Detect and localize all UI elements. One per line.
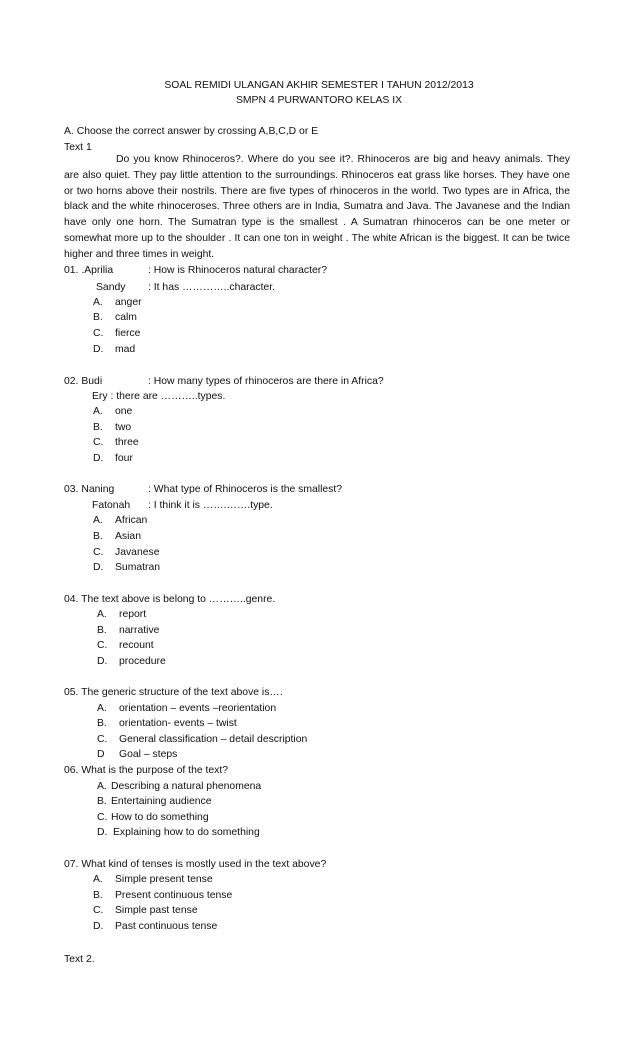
question-5-option-d: D Goal – steps — [97, 749, 178, 760]
question-7-option-a: A. Simple present tense — [93, 874, 213, 885]
question-6-option-d: D. Explaining how to do something — [97, 827, 260, 838]
question-6-stem: 06. What is the purpose of the text? — [64, 765, 229, 776]
question-4-option-c: C. recount — [97, 640, 154, 651]
question-3-option-c: C. Javanese — [93, 547, 160, 558]
speaker: 03. Naning — [64, 484, 115, 495]
speaker: 01. .Aprilia — [64, 265, 114, 276]
answer-text: : I think it is …….…….type. — [148, 500, 273, 511]
speaker: 02. Budi — [64, 376, 103, 387]
question-3-line-1 — [64, 484, 342, 495]
answer-text: : It has …………..character. — [148, 282, 276, 293]
question-5-option-c: C. General classification – detail description — [97, 734, 308, 745]
question-text: : What type of Rhinoceros is the smallest? — [148, 484, 343, 495]
page-title: SOAL REMIDI ULANGAN AKHIR SEMESTER I TAHUN 2012/2013 — [164, 80, 474, 91]
question-2-option-a: A. one — [93, 406, 133, 417]
question-1-option-b: B. calm — [93, 312, 137, 323]
instruction: A. Choose the correct answer by crossing A,B,C,D or E — [64, 126, 319, 137]
question-1-option-d: D. mad — [93, 344, 136, 355]
question-2-line-1 — [64, 376, 384, 387]
question-1-option-a: A. anger — [93, 297, 142, 308]
question-3-line-2 — [92, 500, 273, 511]
question-2-option-d: D. four — [93, 453, 133, 464]
text1-body: Do you know Rhinoceros?. Where do you see it?. Rhinoceros are big and heavy animals. They are also quiet. They pay little attention to the surroundings. Rhinoceros eat grass like horses. They have one or two horns above their nostrils. There are five types of rhinoceros in the world. Two types are in Africa, the black and the white rhinoceroses. Three others are in India, Sumatra and Java. The Javanese and the Indian have only one horn. The Sumatran type is the smallest . A Sumatran rhinoceros can be one meter or somewhat more up to the shoulder . It can one ton in weight . The white African is the biggest. It can be twice higher and three times in weight. — [64, 154, 570, 260]
question-2-option-c: C. three — [93, 437, 139, 448]
speaker: Fatonah — [92, 500, 131, 511]
question-7-stem: 07. What kind of tenses is mostly used in the text above? — [64, 859, 327, 870]
question-4-option-d: D. procedure — [97, 656, 166, 667]
question-6-option-a: A. Describing a natural phenomena — [97, 781, 262, 792]
question-1-line-1 — [64, 265, 327, 276]
question-text: : How many types of rhinoceros are there in Africa? — [148, 376, 384, 387]
question-4-stem: 04. The text above is belong to ………..genre. — [64, 594, 276, 605]
question-3-option-a: A. African — [93, 515, 148, 526]
question-1-line-2 — [96, 282, 275, 293]
text1-label: Text 1 — [64, 142, 92, 153]
question-7-option-c: C. Simple past tense — [93, 905, 198, 916]
question-5-option-b: B. orientation- events – twist — [97, 718, 237, 729]
question-1-option-c: C. fierce — [93, 328, 141, 339]
speaker: Sandy — [96, 282, 126, 293]
question-3-option-b: B. Asian — [93, 531, 141, 542]
question-4-option-a: A. report — [97, 609, 147, 620]
question-6-option-c: C. How to do something — [97, 812, 209, 823]
question-text: : How is Rhinoceros natural character? — [148, 265, 328, 276]
question-5-stem: 05. The generic structure of the text above is…. — [64, 687, 283, 698]
question-4-option-b: B. narrative — [97, 625, 160, 636]
page-subtitle: SMPN 4 PURWANTORO KELAS IX — [235, 95, 403, 106]
text2-label: Text 2. — [64, 954, 95, 965]
question-2-line-2: Ery : there are ………..types. — [92, 391, 226, 402]
question-3-option-d: D. Sumatran — [93, 562, 161, 573]
question-7-option-d: D. Past continuous tense — [93, 921, 218, 932]
question-2-option-b: B. two — [93, 422, 132, 433]
question-7-option-b: B. Present continuous tense — [93, 890, 233, 901]
question-5-option-a: A. orientation – events –reorientation — [97, 703, 277, 714]
question-6-option-b: B. Entertaining audience — [97, 796, 212, 807]
